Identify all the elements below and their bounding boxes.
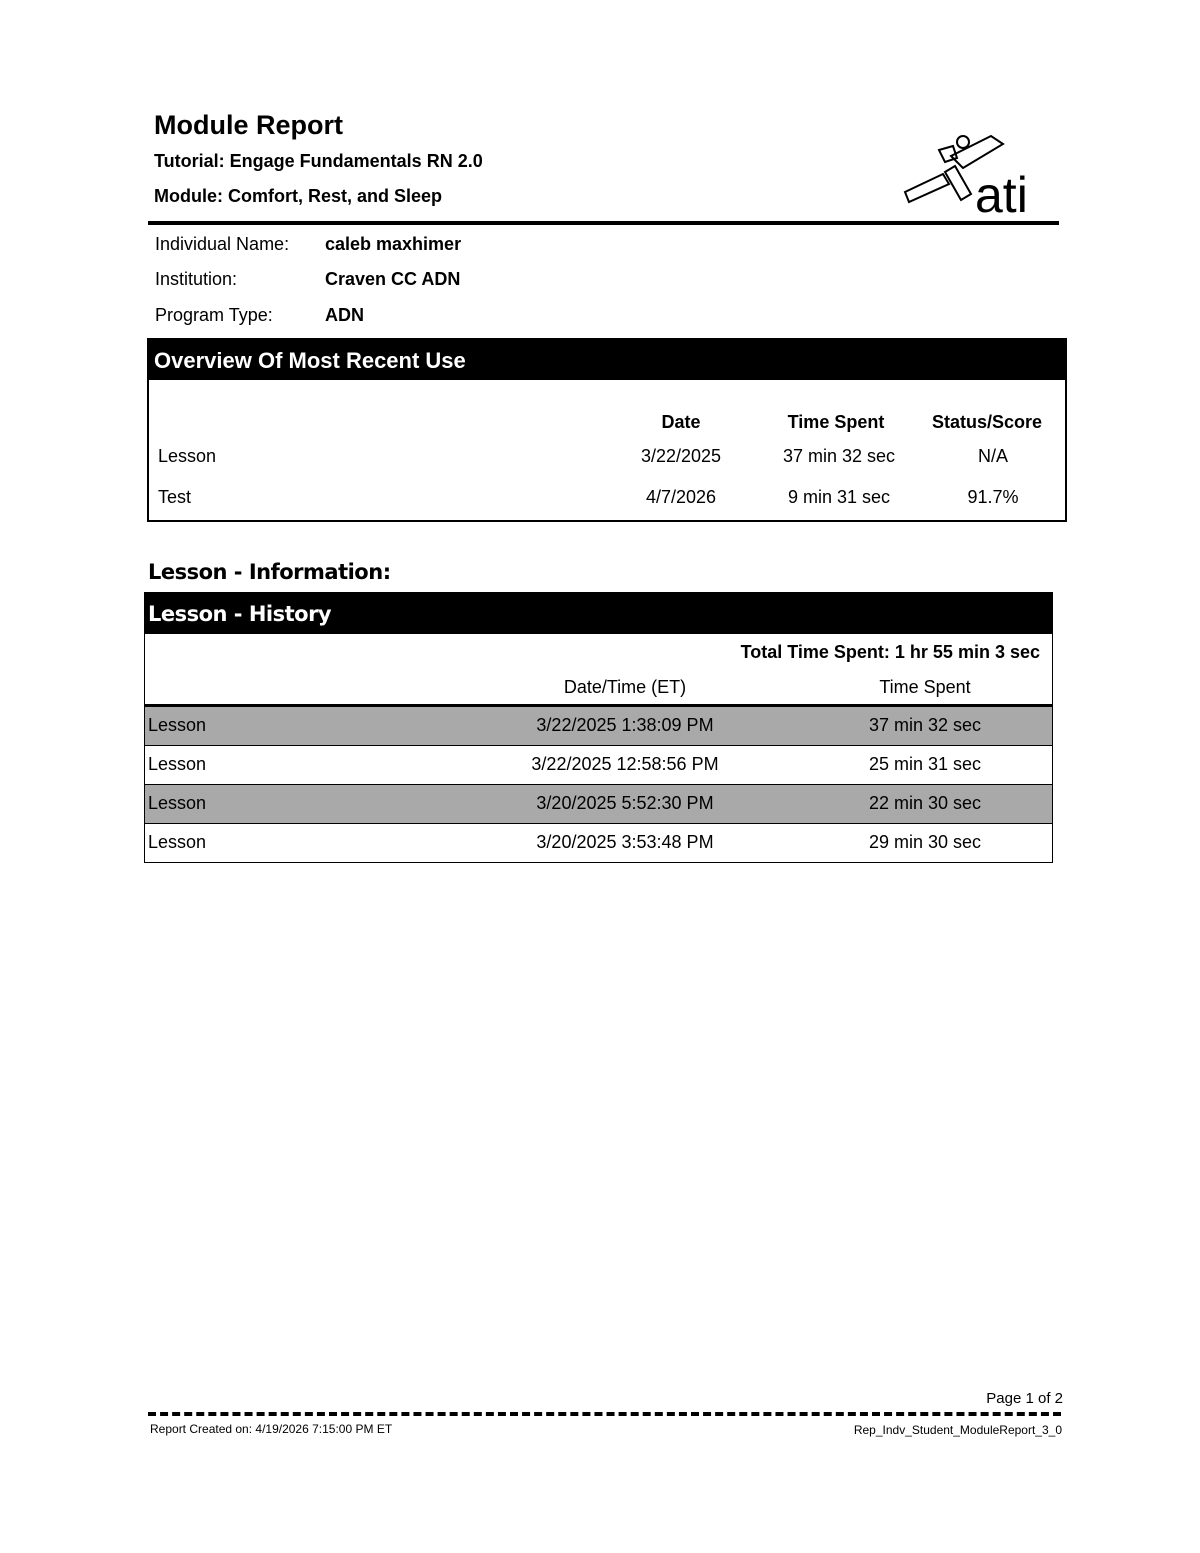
overview-box (147, 338, 1067, 522)
history-rows (144, 704, 1053, 863)
row-time-spent: 25 min 31 sec (868, 754, 982, 774)
ati-logo-text: ati (975, 167, 1028, 220)
overview-row-date: 4/7/2026 (645, 487, 717, 507)
row-type: Lesson (148, 715, 207, 735)
overview-row-label: Test (158, 487, 192, 507)
overview-row-status: 91.7% (967, 487, 1019, 507)
overview-row-time: 9 min 31 sec (787, 487, 891, 507)
row-time-spent: 29 min 30 sec (868, 832, 982, 852)
overview-row-status: N/A (977, 446, 1008, 466)
lesson-history-table (144, 592, 1053, 863)
institution-label: Institution: (155, 269, 238, 289)
overview-title: Overview Of Most Recent Use (154, 348, 466, 373)
name-label: Individual Name: (155, 234, 290, 254)
table-row (144, 707, 1053, 746)
overview-row-date: 3/22/2025 (640, 446, 722, 466)
footer-divider (148, 1412, 1061, 1416)
row-type: Lesson (148, 793, 207, 813)
history-header (144, 592, 1053, 634)
overview-col-status: Status/Score (931, 412, 1043, 432)
row-datetime: 3/22/2025 12:58:56 PM (531, 754, 719, 774)
history-col-time: Time Spent (879, 677, 971, 697)
header-divider (148, 221, 1059, 225)
row-type: Lesson (148, 832, 207, 852)
history-col-datetime: Date/Time (ET) (563, 677, 687, 697)
ati-logo (895, 128, 1055, 220)
module-name: Module: Comfort, Rest, and Sleep (154, 186, 443, 206)
row-datetime: 3/20/2025 3:53:48 PM (536, 832, 714, 852)
tutorial-name: Tutorial: Engage Fundamentals RN 2.0 (154, 151, 483, 171)
history-total-time: Total Time Spent: 1 hr 55 min 3 sec (740, 642, 1040, 662)
name-value: caleb maxhimer (325, 234, 462, 254)
row-time-spent: 37 min 32 sec (868, 715, 982, 735)
program-label: Program Type: (155, 305, 273, 325)
institution-value: Craven CC ADN (325, 269, 461, 289)
row-datetime: 3/22/2025 1:38:09 PM (536, 715, 714, 735)
overview-header (149, 340, 1065, 380)
table-row (144, 746, 1053, 785)
report-title: Module Report (154, 110, 343, 140)
overview-row-label: Lesson (158, 446, 217, 466)
lesson-info-heading: Lesson - Information: (148, 560, 391, 584)
row-datetime: 3/20/2025 5:52:30 PM (536, 793, 714, 813)
history-subheader (144, 634, 1053, 704)
page-number: Page 1 of 2 (986, 1390, 1063, 1407)
row-type: Lesson (148, 754, 207, 774)
overview-row-time: 37 min 32 sec (782, 446, 896, 466)
report-id: Rep_Indv_Student_ModuleReport_3_0 (853, 1423, 1062, 1437)
table-row (144, 824, 1053, 863)
program-value: ADN (325, 305, 364, 325)
overview-col-time: Time Spent (787, 412, 885, 432)
table-row (144, 785, 1053, 824)
overview-col-date: Date (661, 412, 701, 432)
row-time-spent: 22 min 30 sec (868, 793, 982, 813)
report-created-date: Report Created on: 4/19/2026 7:15:00 PM ET (150, 1422, 393, 1436)
history-title: Lesson - History (148, 602, 332, 626)
